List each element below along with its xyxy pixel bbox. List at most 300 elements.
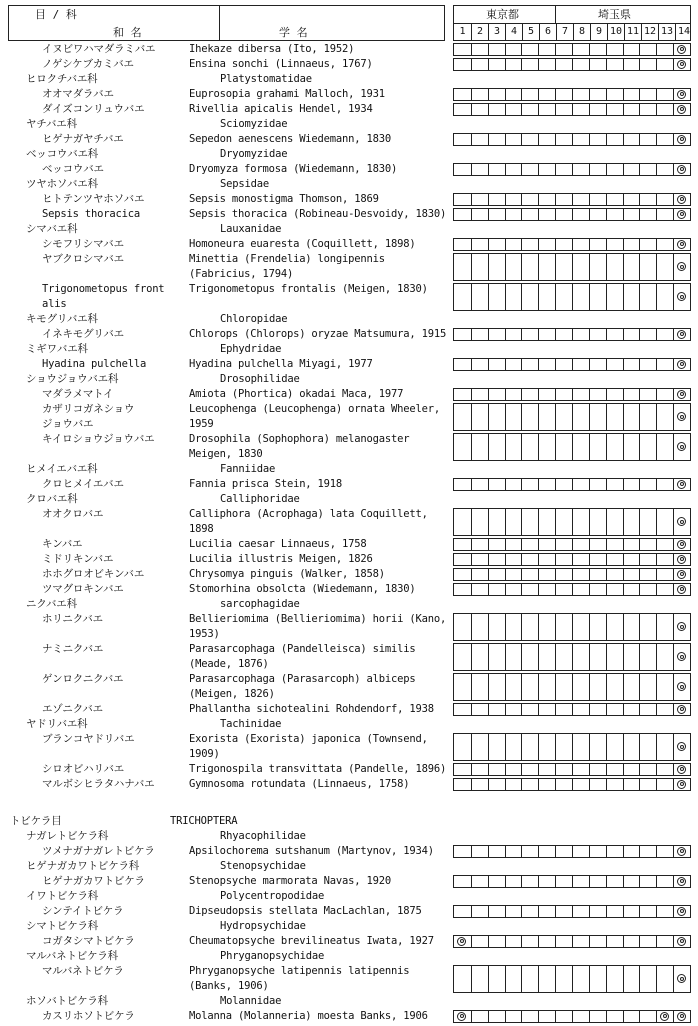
record-mark-icon (677, 390, 686, 399)
site-cell (656, 44, 673, 55)
record-mark-icon (677, 847, 686, 856)
site-cell (488, 164, 505, 175)
site-cell (538, 734, 555, 760)
family-japanese-name: ショウジョウバエ科 (26, 373, 119, 385)
site-cell (538, 104, 555, 115)
occurrence-grid (453, 103, 691, 116)
site-cell (589, 846, 606, 857)
site-cell (538, 674, 555, 700)
site-cell (538, 704, 555, 715)
occurrence-grid (453, 703, 691, 716)
site-cell (488, 254, 505, 280)
site-cell (572, 734, 589, 760)
occurrence-grid (453, 88, 691, 101)
site-cell (505, 704, 522, 715)
site-cell (471, 164, 488, 175)
record-mark-icon (677, 974, 686, 983)
family-scientific-name: Rhyacophilidae (220, 830, 306, 842)
site-cell (606, 876, 623, 887)
site-cell (572, 254, 589, 280)
site-cell (673, 194, 690, 205)
site-cell (555, 104, 572, 115)
site-cell (521, 906, 538, 917)
site-cell (538, 644, 555, 670)
occurrence-grid (453, 905, 691, 918)
occurrence-grid (453, 763, 691, 776)
site-cell (454, 359, 471, 370)
record-mark-icon (677, 682, 686, 691)
site-cell (454, 404, 471, 430)
site-cell (521, 359, 538, 370)
family-scientific-name: Stenopsychidae (220, 860, 306, 872)
family-japanese-name: シマトビケラ科 (26, 920, 99, 932)
site-cell (623, 434, 640, 460)
site-cell (673, 846, 690, 857)
site-cell (521, 1011, 538, 1022)
site-cell (521, 644, 538, 670)
site-cell (572, 164, 589, 175)
site-cell (606, 674, 623, 700)
species-row (0, 612, 698, 642)
site-cell (505, 134, 522, 145)
site-cell (521, 674, 538, 700)
occurrence-grid (453, 508, 691, 536)
species-japanese-name: ホホグロオビキンバエ (42, 568, 145, 580)
species-scientific-name: Phallantha sichotealini Rohdendorf, 1938 (189, 703, 434, 715)
site-cell (589, 284, 606, 310)
site-cell (606, 846, 623, 857)
site-cell (606, 569, 623, 580)
column-number: 1 (459, 26, 466, 37)
species-japanese-name: カザリコガネショウ (42, 403, 135, 415)
site-cell (538, 614, 555, 640)
site-cell (606, 329, 623, 340)
site-cell (656, 194, 673, 205)
site-cell (555, 584, 572, 595)
site-cell (589, 59, 606, 70)
site-cell (673, 479, 690, 490)
site-cell (639, 284, 656, 310)
site-cell (639, 704, 656, 715)
site-cell (555, 734, 572, 760)
site-cell (505, 239, 522, 250)
column-number: 6 (539, 24, 556, 40)
species-japanese-name: カスリホソトビケラ (42, 1010, 135, 1022)
record-mark-icon (677, 585, 686, 594)
occurrence-grid (453, 568, 691, 581)
occurrence-grid (453, 778, 691, 791)
family-scientific-name: Tachinidae (220, 718, 282, 730)
site-cell (656, 584, 673, 595)
site-cell (623, 59, 640, 70)
species-row (0, 357, 698, 372)
species-japanese-name: ホリニクバエ (42, 613, 103, 625)
species-japanese-name: ブランコヤドリバエ (42, 733, 135, 745)
site-cell (673, 704, 690, 715)
record-mark-icon (677, 937, 686, 946)
species-scientific-name: Parasarcophaga (Parasarcoph) albiceps (189, 673, 416, 685)
site-cell (488, 434, 505, 460)
site-cell (521, 404, 538, 430)
site-cell (505, 966, 522, 992)
site-cell (589, 359, 606, 370)
site-cell (521, 434, 538, 460)
site-cell (639, 966, 656, 992)
species-row (0, 567, 698, 582)
record-mark-icon (677, 765, 686, 774)
site-cell (505, 359, 522, 370)
species-row (0, 874, 698, 889)
species-scientific-name: Chlorops (Chlorops) oryzae Matsumura, 1915 (189, 328, 447, 340)
site-cell (589, 764, 606, 775)
site-cell (521, 209, 538, 220)
species-scientific-name: Sepsis monostigma Thomson, 1869 (189, 193, 379, 205)
site-cell (572, 434, 589, 460)
site-cell (623, 479, 640, 490)
site-cell (538, 329, 555, 340)
site-cell (505, 906, 522, 917)
species-japanese-name: ゲンロクニクバエ (42, 673, 124, 685)
site-cell (606, 194, 623, 205)
family-japanese-name: ツヤホソバエ科 (26, 178, 98, 190)
record-mark-icon (677, 517, 686, 526)
site-cell (673, 906, 690, 917)
family-scientific-name: sarcophagidae (220, 598, 300, 610)
site-cell (639, 584, 656, 595)
species-scientific-name: Cheumatopsyche brevilineatus Iwata, 1927 (189, 935, 434, 947)
site-cell (555, 569, 572, 580)
species-row (0, 507, 698, 537)
site-cell (471, 329, 488, 340)
species-scientific-name: Ihekaze dibersa (Ito, 1952) (189, 43, 355, 55)
site-cell (656, 404, 673, 430)
site-cell (471, 404, 488, 430)
site-cell (656, 764, 673, 775)
site-cell (606, 164, 623, 175)
site-cell (454, 906, 471, 917)
site-cell (673, 389, 690, 400)
site-cell (572, 239, 589, 250)
site-cell (471, 194, 488, 205)
site-cell (505, 59, 522, 70)
site-cell (589, 434, 606, 460)
site-cell (656, 846, 673, 857)
occurrence-grid (453, 643, 691, 671)
site-cell (589, 254, 606, 280)
site-cell (589, 104, 606, 115)
site-cell (521, 554, 538, 565)
record-mark-icon (677, 240, 686, 249)
site-cell (623, 44, 640, 55)
family-japanese-name: ヤドリバエ科 (26, 718, 88, 730)
site-cell (538, 966, 555, 992)
site-cell (623, 554, 640, 565)
site-cell (589, 89, 606, 100)
site-cell (673, 644, 690, 670)
site-cell (454, 936, 471, 947)
site-cell (471, 779, 488, 790)
site-cell (589, 209, 606, 220)
site-cell (488, 734, 505, 760)
record-mark-icon (677, 60, 686, 69)
site-cell (454, 164, 471, 175)
site-cell (623, 254, 640, 280)
site-cell (572, 509, 589, 535)
site-cell (488, 209, 505, 220)
species-scientific-name: Amiota (Phortica) okadai Maca, 1977 (189, 388, 404, 400)
site-cell (488, 239, 505, 250)
site-cell (623, 194, 640, 205)
site-cell (454, 569, 471, 580)
site-cell (572, 209, 589, 220)
site-cell (555, 329, 572, 340)
site-cell (555, 846, 572, 857)
site-cell (656, 674, 673, 700)
occurrence-grid (453, 553, 691, 566)
family-row (0, 372, 698, 387)
occurrence-grid (453, 328, 691, 341)
species-scientific-name: Minettia (Frendelia) longipennis (189, 253, 385, 265)
site-cell (471, 104, 488, 115)
site-cell (555, 284, 572, 310)
site-cell (606, 134, 623, 145)
header-left-box (8, 5, 445, 41)
site-cell (555, 209, 572, 220)
record-mark-icon (677, 540, 686, 549)
species-scientific-name-cont: 1953) (189, 628, 220, 640)
site-cell (589, 734, 606, 760)
site-cell (639, 1011, 656, 1022)
site-cell (673, 239, 690, 250)
site-cell (505, 569, 522, 580)
species-row (0, 282, 698, 312)
species-scientific-name: Stomorhina obsolcta (Wiedemann, 1830) (189, 583, 416, 595)
site-cell (606, 539, 623, 550)
species-japanese-name: ミドリキンバエ (42, 553, 114, 565)
site-cell (471, 1011, 488, 1022)
site-cell (454, 584, 471, 595)
site-cell (656, 779, 673, 790)
site-cell (572, 389, 589, 400)
species-row (0, 582, 698, 597)
site-cell (673, 764, 690, 775)
site-cell (538, 389, 555, 400)
family-scientific-name: Drosophilidae (220, 373, 300, 385)
family-scientific-name: Ephydridae (220, 343, 282, 355)
species-scientific-name-cont: 1909) (189, 748, 220, 760)
site-cell (673, 584, 690, 595)
site-cell (639, 614, 656, 640)
species-scientific-name-cont: (Meigen, 1826) (189, 688, 275, 700)
header-divider (219, 6, 220, 40)
family-scientific-name: Polycentropodidae (220, 890, 325, 902)
occurrence-grid (453, 58, 691, 71)
site-cell (656, 134, 673, 145)
site-cell (505, 404, 522, 430)
record-mark-icon (677, 570, 686, 579)
family-japanese-name: クロバエ科 (26, 493, 78, 505)
record-mark-icon (677, 45, 686, 54)
site-cell (673, 734, 690, 760)
site-cell (538, 254, 555, 280)
site-cell (623, 704, 640, 715)
site-cell (538, 1011, 555, 1022)
site-cell (673, 329, 690, 340)
site-cell (589, 966, 606, 992)
site-cell (538, 779, 555, 790)
site-cell (572, 194, 589, 205)
site-cell (454, 104, 471, 115)
site-cell (488, 89, 505, 100)
site-cell (606, 284, 623, 310)
species-row (0, 552, 698, 567)
site-cell (505, 584, 522, 595)
site-cell (639, 569, 656, 580)
site-cell (488, 674, 505, 700)
site-cell (589, 404, 606, 430)
family-scientific-name: Platystomatidae (220, 73, 312, 85)
record-mark-icon (677, 412, 686, 421)
site-cell (589, 389, 606, 400)
site-cell (471, 389, 488, 400)
site-cell (656, 569, 673, 580)
site-cell (606, 434, 623, 460)
site-cell (538, 239, 555, 250)
site-cell (639, 846, 656, 857)
family-japanese-name: ヒゲナガカワトビケラ科 (26, 860, 140, 872)
family-scientific-name: Molannidae (220, 995, 282, 1007)
record-mark-icon (677, 622, 686, 631)
species-scientific-name: Dipseudopsis stellata MacLachlan, 1875 (189, 905, 422, 917)
site-cell (606, 404, 623, 430)
site-cell (471, 59, 488, 70)
site-cell (488, 906, 505, 917)
site-cell (488, 846, 505, 857)
site-cell (589, 329, 606, 340)
site-cell (538, 134, 555, 145)
site-cell (639, 876, 656, 887)
site-cell (471, 134, 488, 145)
site-cell (623, 644, 640, 670)
site-cell (639, 644, 656, 670)
site-cell (673, 966, 690, 992)
occurrence-grid (453, 935, 691, 948)
species-scientific-name: Rivellia apicalis Hendel, 1934 (189, 103, 373, 115)
record-mark-icon (677, 360, 686, 369)
site-cell (505, 876, 522, 887)
site-cell (572, 644, 589, 670)
species-scientific-name: Parasarcophaga (Pandelleisca) similis (189, 643, 416, 655)
site-cell (656, 704, 673, 715)
site-cell (454, 674, 471, 700)
site-cell (673, 44, 690, 55)
site-cell (589, 876, 606, 887)
site-cell (673, 614, 690, 640)
site-cell (521, 164, 538, 175)
site-cell (471, 284, 488, 310)
site-cell (505, 674, 522, 700)
species-scientific-name-cont: (Banks, 1906) (189, 980, 269, 992)
site-cell (572, 59, 589, 70)
species-japanese-name: マダラメマトイ (42, 388, 114, 400)
site-cell (454, 89, 471, 100)
site-cell (505, 644, 522, 670)
site-cell (606, 614, 623, 640)
site-cell (488, 509, 505, 535)
site-cell (623, 359, 640, 370)
site-cell (521, 966, 538, 992)
family-row (0, 859, 698, 874)
occurrence-grid (453, 283, 691, 311)
species-scientific-name: Molanna (Molanneria) moesta Banks, 1906 (189, 1010, 428, 1022)
site-cell (488, 404, 505, 430)
site-cell (656, 509, 673, 535)
site-cell (639, 779, 656, 790)
site-cell (555, 876, 572, 887)
family-scientific-name: Lauxanidae (220, 223, 282, 235)
site-cell (454, 284, 471, 310)
site-cell (454, 554, 471, 565)
site-cell (656, 59, 673, 70)
site-cell (673, 674, 690, 700)
site-cell (505, 936, 522, 947)
japanese-name-heading: 和 名 (113, 26, 142, 39)
site-cell (454, 539, 471, 550)
site-cell (572, 966, 589, 992)
record-mark-icon (677, 742, 686, 751)
site-cell (589, 554, 606, 565)
record-mark-icon (677, 442, 686, 451)
site-cell (454, 254, 471, 280)
site-cell (488, 359, 505, 370)
site-cell (538, 584, 555, 595)
site-cell (673, 1011, 690, 1022)
site-cell (639, 209, 656, 220)
site-cell (673, 134, 690, 145)
record-mark-icon (677, 652, 686, 661)
site-cell (572, 44, 589, 55)
species-japanese-name: マルバネトビケラ (42, 965, 124, 977)
site-cell (572, 569, 589, 580)
site-cell (639, 254, 656, 280)
site-cell (538, 89, 555, 100)
site-cell (639, 164, 656, 175)
species-japanese-name: Hyadina pulchella (42, 358, 147, 370)
column-number: 14 (675, 24, 692, 40)
site-cell (555, 254, 572, 280)
record-mark-icon (677, 90, 686, 99)
site-cell (673, 284, 690, 310)
species-row (0, 762, 698, 777)
occurrence-grid (453, 403, 691, 431)
record-mark-icon (457, 937, 466, 946)
site-cell (521, 509, 538, 535)
site-cell (471, 239, 488, 250)
site-cell (488, 779, 505, 790)
site-cell (555, 936, 572, 947)
species-row (0, 387, 698, 402)
species-scientific-name: Phryganopsyche latipennis latipennis (189, 965, 410, 977)
site-cell (488, 704, 505, 715)
species-japanese-name: Trigonometopus front (42, 283, 165, 295)
species-row (0, 87, 698, 102)
site-cell (488, 876, 505, 887)
site-cell (505, 846, 522, 857)
site-cell (656, 479, 673, 490)
site-cell (673, 876, 690, 887)
species-row (0, 537, 698, 552)
site-cell (656, 554, 673, 565)
